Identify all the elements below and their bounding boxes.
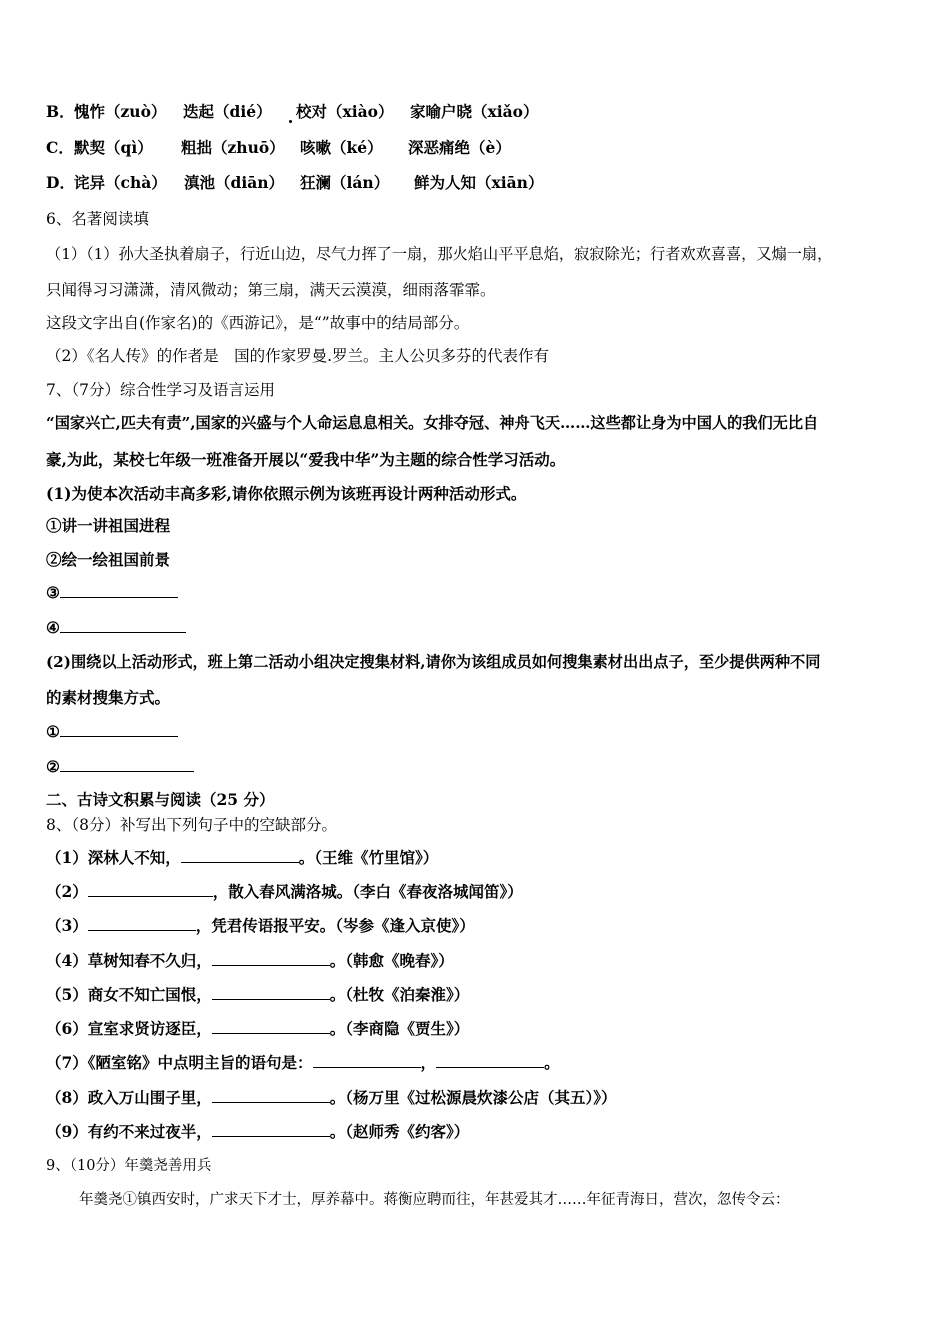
- q7-title: 7、（7分）综合性学习及语言运用: [46, 381, 275, 399]
- option-label: C．: [46, 138, 74, 157]
- option-item: 狂澜（lán）: [300, 173, 390, 192]
- q7-answer2-label: ②: [46, 757, 60, 776]
- option-item: 深恶痛绝（è）: [408, 138, 511, 157]
- section2-title: 二、古诗文积累与阅读（25 分）: [46, 790, 275, 809]
- option-label: D．: [46, 173, 75, 192]
- option-item: 默契（qì）: [74, 138, 153, 157]
- q7-intro-line2: 豪,为此，某校七年级一班准备开展以“爱我中华”为主题的综合性学习活动。: [46, 450, 566, 469]
- q8-item-text: （9）有约不来过夜半，: [46, 1122, 212, 1141]
- q6-paragraph2: （2）《名人传》的作者是 国的作家罗曼.罗兰。主人公贝多芬的代表作有: [46, 347, 550, 365]
- q6-title: 6、名著阅读填: [46, 210, 149, 228]
- q8-item: [46, 1122, 469, 1142]
- option-item: 鲜为人知（xiān）: [414, 173, 544, 192]
- answer-blank[interactable]: [181, 848, 299, 863]
- answer-blank[interactable]: [60, 618, 186, 633]
- q8-item-text: （6）宣室求贤访逐臣，: [46, 1019, 212, 1038]
- answer-blank[interactable]: [88, 916, 196, 931]
- q8-item-text: （5）商女不知亡国恨，: [46, 985, 212, 1004]
- q7-blank3-label: ③: [46, 583, 60, 602]
- q8-item-source: 。（杜牧《泊秦淮》）: [329, 985, 470, 1004]
- q7-answer1-label: ①: [46, 722, 60, 741]
- q7-blank4-label: ④: [46, 618, 60, 637]
- answer-blank[interactable]: [60, 757, 194, 772]
- q8-item-text: （1）深林人不知，: [46, 848, 181, 867]
- q6-paragraph1-line3: 这段文字出自(作家名)的《西游记》，是“”故事中的结局部分。: [46, 314, 470, 332]
- q7-intro-line1: “国家兴亡,匹夫有责”,国家的兴盛与个人命运息息相关。女排夺冠、神舟飞天……这些都让身为中国人的我们无比自: [46, 414, 819, 432]
- q8-item: [46, 1019, 469, 1039]
- answer-blank[interactable]: [313, 1053, 421, 1068]
- option-item: 校对（xiào）: [296, 102, 394, 121]
- q7-blank3-row: [46, 583, 178, 603]
- option-item: 诧异（chà）: [74, 173, 167, 192]
- option-item: 粗拙（zhuō）: [181, 138, 285, 157]
- q7-sub1: (1)为使本次活动丰高多彩,请你依照示例为该班再设计两种活动形式。: [46, 484, 527, 503]
- q8-title: 8、（8分）补写出下列句子中的空缺部分。: [46, 816, 337, 834]
- option-item: 愧怍（zuò）: [74, 102, 167, 121]
- q8-item-source: 。（李商隐《贾生》）: [329, 1019, 470, 1038]
- q8-item-text: （7）《陋室铭》中点明主旨的语句是：: [46, 1053, 313, 1072]
- option-item: 滇池（diān）: [184, 173, 285, 192]
- option-label: B．: [46, 102, 75, 121]
- answer-blank[interactable]: [60, 583, 178, 598]
- q8-item-source: 。（赵师秀《约客》）: [329, 1122, 470, 1141]
- q6-paragraph1-line2: 只闻得习习潇潇，清风微动；第三扇，满天云漠漠，细雨落霏霏。: [46, 281, 496, 299]
- answer-blank[interactable]: [212, 951, 330, 966]
- q8-item-source: 。（杨万里《过松源晨炊漆公店（其五）》）: [329, 1088, 617, 1107]
- q9-passage-line1: 年羹尧①镇西安时，广求天下才士，厚养幕中。蒋衡应聘而往，年甚爱其才……年征青海日，营次，忽传令云：: [79, 1192, 790, 1208]
- emphasis-dot-icon: [289, 120, 292, 123]
- q8-item-text: （8）政入万山围子里，: [46, 1088, 212, 1107]
- q8-item: [46, 1088, 617, 1108]
- q7-example2: ②绘一绘祖国前景: [46, 550, 171, 569]
- q9-title: 9、（10分）年羹尧善用兵: [46, 1158, 212, 1174]
- q7-answer2-row: [46, 757, 194, 777]
- q7-blank4-row: [46, 618, 186, 638]
- answer-blank[interactable]: [212, 1019, 330, 1034]
- q7-example1: ①讲一讲祖国进程: [46, 516, 171, 535]
- q8-item: [46, 916, 475, 936]
- answer-blank[interactable]: [436, 1053, 544, 1068]
- answer-blank[interactable]: [212, 985, 330, 1000]
- option-item: 家喻户晓（xiǎo）: [410, 102, 539, 121]
- answer-blank[interactable]: [212, 1088, 330, 1103]
- option-item: 咳嗽（ké）: [300, 138, 383, 157]
- q7-sub2-line2: 的素材搜集方式。: [46, 688, 171, 707]
- answer-blank[interactable]: [212, 1122, 330, 1137]
- q8-item-source: 。（王维《竹里馆》）: [298, 848, 439, 867]
- q8-item-text: （2）: [46, 882, 88, 901]
- answer-blank[interactable]: [60, 722, 178, 737]
- q8-item: [46, 951, 454, 971]
- q8-item: [46, 1053, 560, 1073]
- q8-item-separator: ，: [420, 1053, 437, 1072]
- q8-item: [46, 985, 469, 1005]
- option-item: 迭起（dié）: [183, 102, 272, 121]
- q7-answer1-row: [46, 722, 178, 742]
- q8-item-text: （3）: [46, 916, 88, 935]
- q8-item-source: ，凭君传语报平安。（岑参《逢入京使》）: [195, 916, 475, 935]
- answer-blank[interactable]: [88, 882, 213, 897]
- q8-item-source: 。（韩愈《晚春》）: [329, 951, 454, 970]
- q8-item-end: 。: [544, 1053, 560, 1072]
- q8-item-text: （4）草树知春不久归，: [46, 951, 212, 970]
- q6-paragraph1-line1: （1）（1）孙大圣执着扇子，行近山边，尽气力挥了一扇，那火焰山平平息焰，寂寂除光；行者欢欢喜喜，又煽一扇，: [46, 245, 833, 263]
- q8-item: [46, 848, 438, 868]
- q7-sub2-line1: (2)围绕以上活动形式，班上第二活动小组决定搜集材料,请你为该组成员如何搜集素材出出点子，至少提供两种不同: [46, 653, 821, 671]
- q8-item: [46, 882, 523, 902]
- q8-item-source: ，散入春风满洛城。（李白《春夜洛城闻笛》）: [212, 882, 523, 901]
